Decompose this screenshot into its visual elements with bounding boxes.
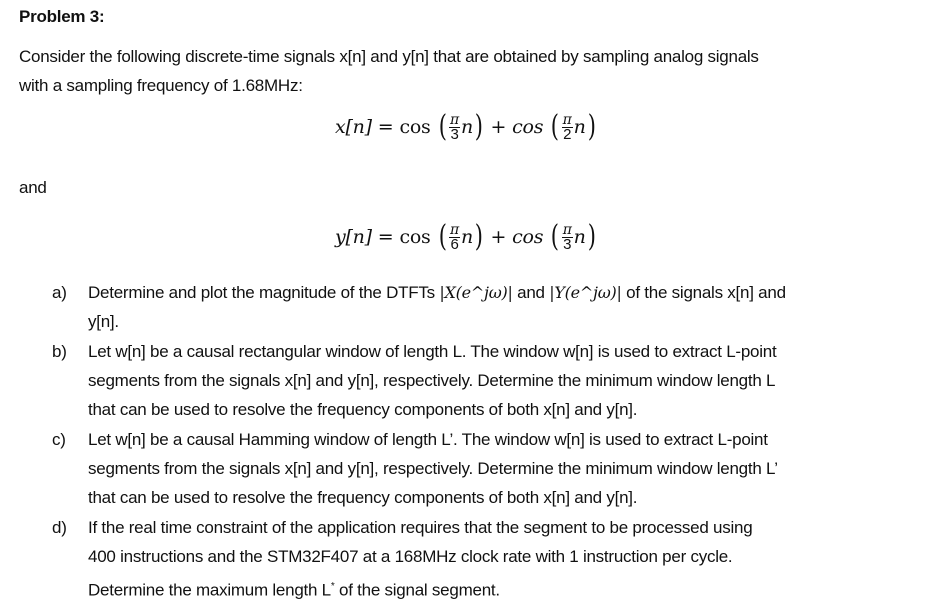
intro-line-1: Consider the following discrete-time signals x[n] and y[n] that are obtained by sampling analog signals bbox=[19, 47, 759, 66]
eq-n: n bbox=[573, 226, 586, 248]
eq-n: n bbox=[460, 226, 473, 248]
intro-line-2: with a sampling frequency of 1.68MHz: bbox=[19, 76, 303, 95]
eq-cos: cos bbox=[512, 116, 544, 138]
frac-num: π bbox=[562, 221, 572, 238]
and-text: and bbox=[19, 178, 47, 197]
item-label: a) bbox=[52, 283, 67, 302]
eq-plus: + bbox=[490, 116, 507, 138]
item-line bbox=[88, 577, 500, 601]
frac-den: 3 bbox=[563, 235, 572, 253]
superscript-star: * bbox=[330, 581, 335, 592]
item-line: that can be used to resolve the frequency components of both x[n] and y[n]. bbox=[88, 400, 638, 419]
item-line: segments from the signals x[n] and y[n], respectively. Determine the minimum window length L’ bbox=[88, 459, 778, 478]
text: and bbox=[512, 283, 550, 302]
eq-plus: + bbox=[490, 226, 507, 248]
text: Determine and plot the magnitude of the DTFTs bbox=[88, 283, 440, 302]
item-label: c) bbox=[52, 430, 66, 449]
frac-den: 3 bbox=[450, 125, 459, 143]
eq-cos: cos bbox=[399, 116, 431, 138]
frac-num: π bbox=[562, 111, 572, 128]
item-line: segments from the signals x[n] and y[n], respectively. Determine the minimum window length L bbox=[88, 371, 776, 390]
eq-lhs: x[n] bbox=[335, 116, 372, 138]
frac-num: π bbox=[450, 111, 459, 128]
item-label: d) bbox=[52, 518, 67, 537]
frac-num: π bbox=[450, 221, 459, 238]
text: of the signal segment. bbox=[334, 580, 500, 600]
math-X: |X(e^jω)| bbox=[439, 283, 513, 302]
item-line: that can be used to resolve the frequency components of both x[n] and y[n]. bbox=[88, 488, 638, 507]
eq-cos: cos bbox=[512, 226, 544, 248]
text: of the signals x[n] and bbox=[621, 283, 786, 302]
problem-title: Problem 3: bbox=[19, 7, 105, 26]
eq-equals: = bbox=[377, 116, 394, 138]
item-line: 400 instructions and the STM32F407 at a 168MHz clock rate with 1 instruction per cycle. bbox=[88, 547, 733, 566]
item-label: b) bbox=[52, 342, 67, 361]
eq-lhs: y[n] bbox=[335, 226, 372, 248]
item-line: Let w[n] be a causal rectangular window of length L. The window w[n] is used to extract L-point bbox=[88, 342, 777, 361]
equation-x: x[n] = cos ( $\frac{\pi}{3}$ n ) + cos ( $\frac{\pi}{2}$ n ) bbox=[335, 109, 596, 144]
frac-den: 6 bbox=[450, 235, 459, 253]
equation-y: y[n] = cos ( $\frac{\pi}{6}$ n ) + cos ( $\frac{\pi}{3}$ n ) bbox=[335, 219, 596, 254]
eq-cos: cos bbox=[399, 226, 431, 248]
math-Y: |Y(e^jω)| bbox=[549, 283, 622, 302]
item-line: Let w[n] be a causal Hamming window of length L’. The window w[n] is used to extract L-point bbox=[88, 430, 768, 449]
item-line bbox=[88, 283, 786, 303]
item-line: If the real time constraint of the application requires that the segment to be processed using bbox=[88, 518, 753, 537]
item-line: y[n]. bbox=[88, 312, 119, 331]
eq-n: n bbox=[460, 116, 473, 138]
text: Determine the maximum length L bbox=[88, 580, 331, 600]
eq-n: n bbox=[573, 116, 586, 138]
eq-equals: = bbox=[377, 226, 394, 248]
frac-den: 2 bbox=[563, 125, 572, 143]
